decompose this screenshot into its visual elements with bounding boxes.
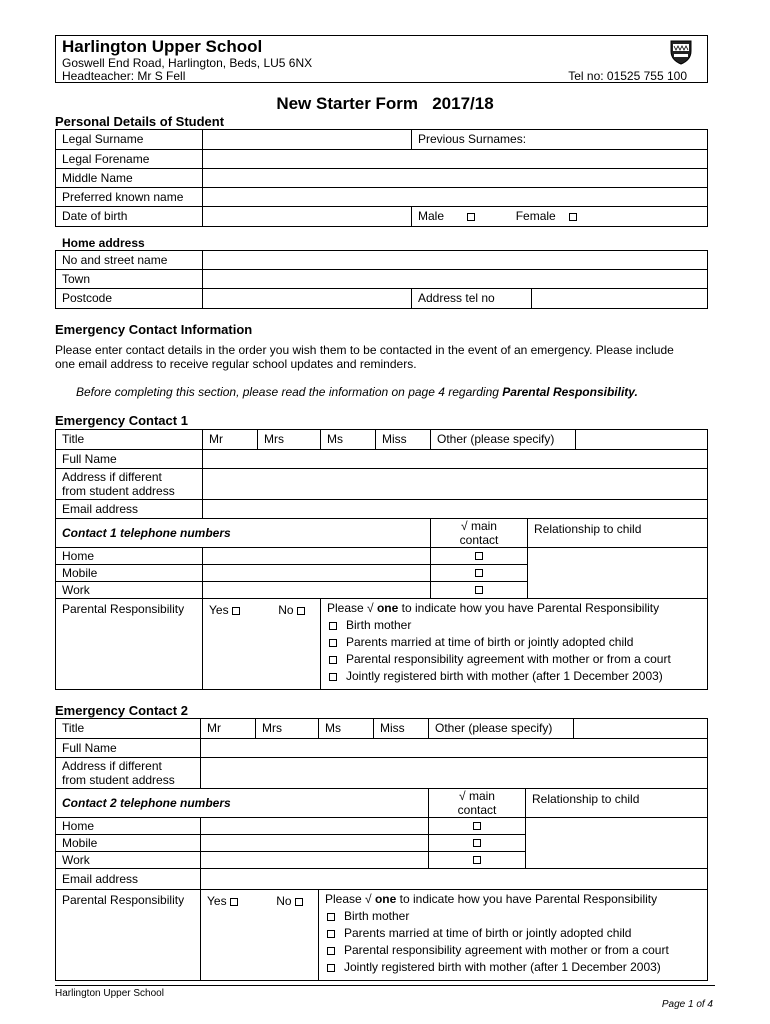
c1-home-field[interactable] bbox=[203, 548, 431, 565]
c1-work-label: Work bbox=[56, 582, 203, 599]
c2-title-ms[interactable]: Ms bbox=[319, 719, 374, 739]
c2-pr-yes-checkbox[interactable] bbox=[230, 898, 238, 906]
c1-pr-option[interactable]: Parental responsibility agreement with mother or from a court bbox=[327, 651, 707, 668]
c2-pr-option-checkbox[interactable] bbox=[327, 930, 335, 938]
town-field[interactable] bbox=[203, 270, 708, 289]
c2-work-main-checkbox[interactable] bbox=[473, 856, 481, 864]
female-checkbox[interactable] bbox=[569, 213, 577, 221]
headteacher: Headteacher: Mr S Fell bbox=[62, 69, 186, 83]
legal-forename-field[interactable] bbox=[203, 150, 708, 169]
c2-email-label: Email address bbox=[56, 869, 201, 890]
c1-title-mrs[interactable]: Mrs bbox=[258, 430, 321, 450]
home-address-heading: Home address bbox=[62, 236, 145, 250]
preferred-name-field[interactable] bbox=[203, 188, 708, 207]
c2-pr-options bbox=[319, 890, 708, 981]
form-title: New Starter Form 2017/18 bbox=[276, 94, 494, 113]
c1-pr-option-checkbox[interactable] bbox=[329, 656, 337, 664]
c1-title-label: Title bbox=[56, 430, 203, 450]
home-address-table bbox=[55, 250, 708, 309]
postcode-label: Postcode bbox=[56, 289, 203, 309]
c1-mobile-main-checkbox[interactable] bbox=[475, 569, 483, 577]
footer-school: Harlington Upper School bbox=[55, 988, 164, 999]
school-address: Goswell End Road, Harlington, Beds, LU5 6NX bbox=[62, 56, 313, 70]
c2-pr-option[interactable]: Parents married at time of birth or jointly adopted child bbox=[325, 925, 707, 942]
c1-fullname-label: Full Name bbox=[56, 450, 203, 469]
legal-forename-label: Legal Forename bbox=[56, 150, 203, 169]
c1-mobile-label: Mobile bbox=[56, 565, 203, 582]
c1-main-contact-header: √ main contact bbox=[431, 519, 528, 548]
gender-cell bbox=[412, 207, 708, 227]
c1-pr-option-checkbox[interactable] bbox=[329, 622, 337, 630]
middle-name-label: Middle Name bbox=[56, 169, 203, 188]
c1-home-label: Home bbox=[56, 548, 203, 565]
footer-page-number: Page 1 of 4 bbox=[661, 999, 713, 1010]
address-tel-label: Address tel no bbox=[412, 289, 532, 309]
preferred-name-label: Preferred known name bbox=[56, 188, 203, 207]
c2-mobile-field[interactable] bbox=[201, 835, 429, 852]
c1-pr-option[interactable]: Parents married at time of birth or jointly adopted child bbox=[327, 634, 707, 651]
dob-label: Date of birth bbox=[56, 207, 203, 227]
c2-home-label: Home bbox=[56, 818, 201, 835]
c1-pr-option-checkbox[interactable] bbox=[329, 673, 337, 681]
school-tel: Tel no: 01525 755 100 bbox=[568, 69, 687, 83]
previous-surnames-field[interactable]: Previous Surnames: bbox=[412, 130, 708, 150]
personal-details-heading: Personal Details of Student bbox=[55, 114, 225, 129]
c1-email-label: Email address bbox=[56, 500, 203, 519]
emergency-intro: Please enter contact details in the order you wish them to be contacted in the event of an emergency. Please include one email address to receive regular school updates and reminders. bbox=[55, 343, 674, 371]
c2-title-other[interactable]: Other (please specify) bbox=[429, 719, 574, 739]
c1-work-main-checkbox[interactable] bbox=[475, 586, 483, 594]
c2-pr-label: Parental Responsibility bbox=[56, 890, 201, 981]
c2-pr-yesno: Yes No bbox=[201, 890, 319, 981]
male-checkbox[interactable] bbox=[467, 213, 475, 221]
c1-pr-label: Parental Responsibility bbox=[56, 599, 203, 690]
legal-surname-label: Legal Surname bbox=[56, 130, 203, 150]
c2-pr-option[interactable]: Parental responsibility agreement with mother or from a court bbox=[325, 942, 707, 959]
female-label: Female bbox=[515, 209, 556, 223]
c2-pr-option-checkbox[interactable] bbox=[327, 913, 335, 921]
note-text: Before completing this section, please read the information on page 4 regarding bbox=[76, 385, 503, 399]
contact1-heading: Emergency Contact 1 bbox=[55, 413, 188, 428]
c2-relationship-field[interactable] bbox=[526, 818, 708, 869]
c2-pr-option[interactable]: Jointly registered birth with mother (after 1 December 2003) bbox=[325, 959, 707, 976]
emergency-heading: Emergency Contact Information bbox=[55, 322, 253, 337]
town-label: Town bbox=[56, 270, 203, 289]
dob-field[interactable] bbox=[203, 207, 412, 227]
street-label: No and street name bbox=[56, 251, 203, 270]
c2-work-field[interactable] bbox=[201, 852, 429, 869]
note-bold: Parental Responsibility. bbox=[502, 385, 638, 399]
c2-title-mr[interactable]: Mr bbox=[201, 719, 256, 739]
c1-pr-no-checkbox[interactable] bbox=[297, 607, 305, 615]
c2-main-contact-header: √ main contact bbox=[429, 789, 526, 818]
c2-fullname-label: Full Name bbox=[56, 739, 201, 758]
c1-email-field[interactable] bbox=[203, 500, 708, 519]
c2-work-label: Work bbox=[56, 852, 201, 869]
c1-pr-option[interactable]: Jointly registered birth with mother (after 1 December 2003) bbox=[327, 668, 707, 685]
contact1-table bbox=[55, 429, 708, 690]
c1-address-field[interactable] bbox=[203, 469, 708, 500]
c2-title-label: Title bbox=[56, 719, 201, 739]
school-crest-icon bbox=[669, 39, 693, 65]
school-name: Harlington Upper School bbox=[62, 37, 263, 56]
c2-email-field[interactable] bbox=[201, 869, 708, 890]
c1-pr-yesno: Yes No bbox=[203, 599, 321, 690]
address-tel-field[interactable] bbox=[532, 289, 708, 309]
c2-title-other-field[interactable] bbox=[574, 719, 708, 739]
parental-responsibility-note bbox=[76, 385, 638, 399]
c2-relationship-label: Relationship to child bbox=[526, 789, 708, 818]
c1-pr-instruction: Please √ one to indicate how you have Parental Responsibility bbox=[327, 601, 660, 615]
c1-pr-option[interactable]: Birth mother bbox=[327, 617, 707, 634]
c1-fullname-field[interactable] bbox=[203, 450, 708, 469]
c2-pr-option-checkbox[interactable] bbox=[327, 964, 335, 972]
c2-pr-no-checkbox[interactable] bbox=[295, 898, 303, 906]
c2-home-main-checkbox[interactable] bbox=[473, 822, 481, 830]
c1-work-field[interactable] bbox=[203, 582, 431, 599]
postcode-field[interactable] bbox=[203, 289, 412, 309]
street-field[interactable] bbox=[203, 251, 708, 270]
legal-surname-field[interactable] bbox=[203, 130, 412, 150]
c2-title-mrs[interactable]: Mrs bbox=[256, 719, 319, 739]
c1-title-other-field[interactable] bbox=[576, 430, 708, 450]
c1-pr-yes-checkbox[interactable] bbox=[232, 607, 240, 615]
c2-mobile-main-checkbox[interactable] bbox=[473, 839, 481, 847]
c1-relationship-field[interactable] bbox=[528, 548, 708, 599]
c2-address-field[interactable] bbox=[201, 758, 708, 789]
c1-pr-options bbox=[321, 599, 708, 690]
c2-mobile-label: Mobile bbox=[56, 835, 201, 852]
footer-divider bbox=[55, 985, 715, 986]
c2-fullname-field[interactable] bbox=[201, 739, 708, 758]
male-label: Male bbox=[418, 209, 445, 223]
contact2-table bbox=[55, 718, 708, 981]
c1-title-ms[interactable]: Ms bbox=[321, 430, 376, 450]
c1-mobile-field[interactable] bbox=[203, 565, 431, 582]
c2-address-label: Address if different from student address bbox=[56, 758, 201, 789]
c2-title-miss[interactable]: Miss bbox=[374, 719, 429, 739]
c2-pr-option-checkbox[interactable] bbox=[327, 947, 335, 955]
c1-home-main-checkbox[interactable] bbox=[475, 552, 483, 560]
c2-pr-option[interactable]: Birth mother bbox=[325, 908, 707, 925]
c1-phones-heading: Contact 1 telephone numbers bbox=[56, 519, 431, 548]
c1-address-label: Address if different from student address bbox=[56, 469, 203, 500]
contact2-heading: Emergency Contact 2 bbox=[55, 703, 188, 718]
c2-phones-heading: Contact 2 telephone numbers bbox=[56, 789, 429, 818]
c1-title-other[interactable]: Other (please specify) bbox=[431, 430, 576, 450]
middle-name-field[interactable] bbox=[203, 169, 708, 188]
c2-home-field[interactable] bbox=[201, 818, 429, 835]
c1-title-mr[interactable]: Mr bbox=[203, 430, 258, 450]
c2-pr-instruction: Please √ one to indicate how you have Parental Responsibility bbox=[325, 892, 658, 906]
letterhead bbox=[55, 35, 708, 83]
c1-relationship-label: Relationship to child bbox=[528, 519, 708, 548]
personal-details-table bbox=[55, 129, 708, 227]
c1-title-miss[interactable]: Miss bbox=[376, 430, 431, 450]
c1-pr-option-checkbox[interactable] bbox=[329, 639, 337, 647]
